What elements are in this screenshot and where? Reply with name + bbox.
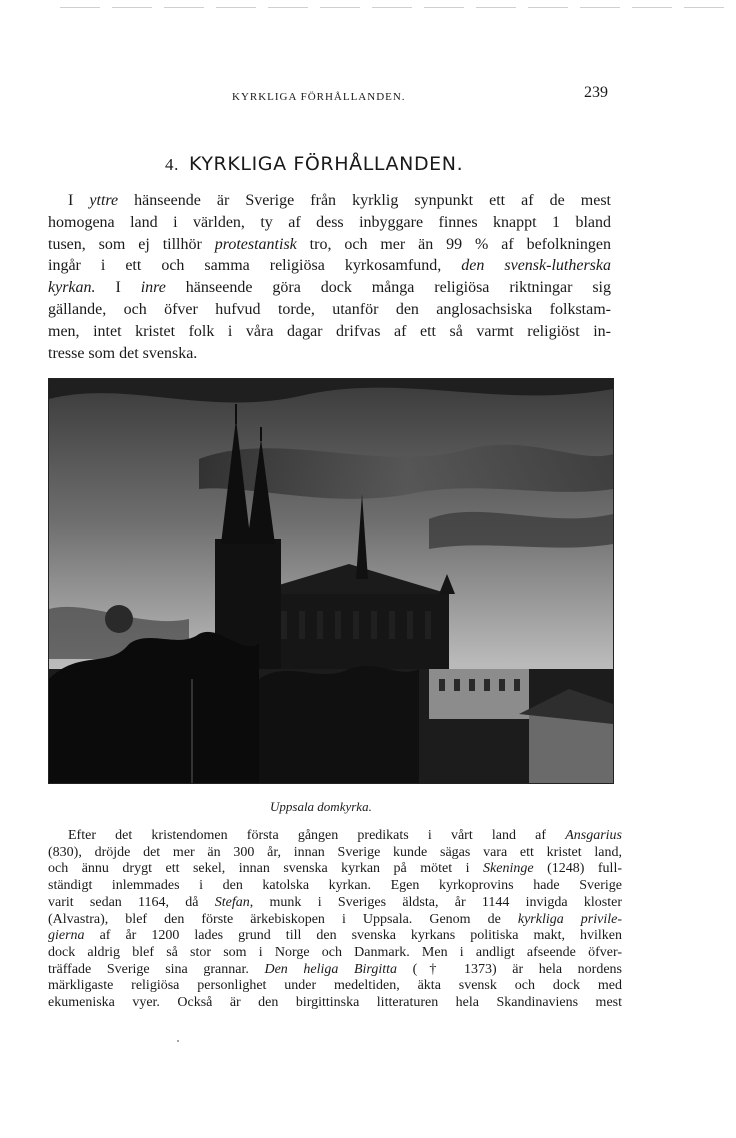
text-line	[48, 895, 622, 912]
italic-run: gierna	[48, 928, 85, 944]
italic-run: kyrkan.	[48, 279, 96, 297]
running-head: KYRKLIGA FÖRHÅLLANDEN.	[232, 91, 406, 103]
text-line	[48, 828, 622, 845]
italic-run: Ansgarius	[565, 828, 622, 843]
page-number: 239	[584, 84, 608, 101]
italic-run: kyrkliga privile-	[517, 911, 622, 927]
section-number: 4.	[165, 155, 179, 174]
text-run: (Alvastra), blef den förste ärkebiskopen i Uppsala. Genom de	[48, 911, 518, 927]
cathedral-illustration	[49, 379, 613, 783]
text-run: hänseende är Sverige från kyrklig synpunkt ett af de mest	[118, 192, 612, 209]
text-run: men, intet kristet folk i våra dagar drifvas af ett så varmt religiöst in-	[48, 322, 611, 340]
italic-run: Skeninge	[483, 861, 534, 877]
text-line	[48, 878, 622, 895]
text-line	[48, 212, 611, 234]
text-line	[48, 277, 611, 299]
text-run: och ännu drygt ett sekel, innan svenska kyrkan på mötet i	[48, 861, 484, 877]
page-top-edge	[60, 7, 730, 8]
text-line	[48, 343, 611, 365]
figure-caption: Uppsala domkyrka.	[270, 799, 372, 814]
history-paragraph	[48, 828, 622, 1012]
text-run: hänseende göra dock många religiösa riktningar sig	[165, 279, 612, 297]
intro-paragraph	[48, 190, 611, 364]
italic-run: den svensk-lutherska	[461, 257, 611, 275]
italic-run: Stefan	[214, 894, 250, 910]
text-line	[48, 845, 622, 862]
text-line	[48, 978, 622, 995]
text-run: gällande, och öfver hufvud torde, utanför den anglosachsiska folkstam-	[48, 300, 611, 318]
text-run: tusen, som ej tillhör	[48, 235, 215, 253]
text-line	[48, 234, 611, 256]
text-run: homogena land i världen, ty af dess inbyggare finnes knappt 1 bland	[48, 213, 611, 231]
text-line	[48, 962, 622, 979]
text-run: Efter det kristendomen första gången predikats i vårt land af	[68, 828, 566, 843]
text-line	[48, 861, 622, 878]
text-run: träffade Sverige sina grannar.	[48, 961, 265, 977]
text-line	[48, 190, 611, 212]
italic-run: Den heliga Birgitta	[264, 961, 397, 977]
text-line	[48, 321, 611, 343]
italic-run: yttre	[89, 192, 119, 209]
text-line	[48, 995, 622, 1012]
text-run: (830), dröjde det mer än 300 år, innan Sverige kunde sägas vara ett kristet land,	[48, 844, 622, 860]
section-title: KYRKLIGA FÖRHÅLLANDEN.	[188, 153, 464, 175]
text-run: (1248) full-	[533, 861, 622, 877]
text-run: varit sedan 1164, då	[48, 894, 215, 910]
text-run: I	[68, 192, 90, 209]
uppsala-cathedral-photo	[48, 378, 614, 784]
text-run: märkligaste religiösa personlighet under medeltiden, äkta svensk och dock med	[48, 978, 622, 994]
text-line	[48, 912, 622, 929]
text-line	[48, 928, 622, 945]
text-line	[48, 299, 611, 321]
print-speck	[177, 1040, 179, 1042]
text-run: († 1373) är hela nordens	[397, 961, 623, 977]
text-run: ständigt inlemmades i den katolska kyrkan. Egen kyrkoprovins hade Sverige	[48, 878, 622, 894]
text-run: dock aldrig blef så stor som i Norge och Danmark. Men i andligt afseende öfver-	[48, 944, 622, 960]
text-run: tresse som det svenska.	[48, 344, 198, 362]
italic-run: inre	[140, 279, 166, 297]
italic-run: protestantisk	[214, 235, 297, 253]
text-run: ekumeniska vyer. Också är den birgittinska litteraturen hela Skandinaviens mest	[48, 995, 622, 1011]
text-run: , munk i Sveriges äldsta, år 1144 invigda kloster	[249, 894, 622, 910]
section-heading	[165, 153, 463, 175]
text-run: tro, och mer än 99 % af befolkningen	[296, 235, 611, 253]
text-line	[48, 255, 611, 277]
text-run: ingår i ett och samma religiösa kyrkosamfund,	[48, 257, 462, 275]
text-line	[48, 945, 622, 962]
text-run: af år 1200 lades grund till den svenska kyrkans politiska makt, hvilken	[84, 928, 622, 944]
text-run: I	[95, 279, 141, 297]
